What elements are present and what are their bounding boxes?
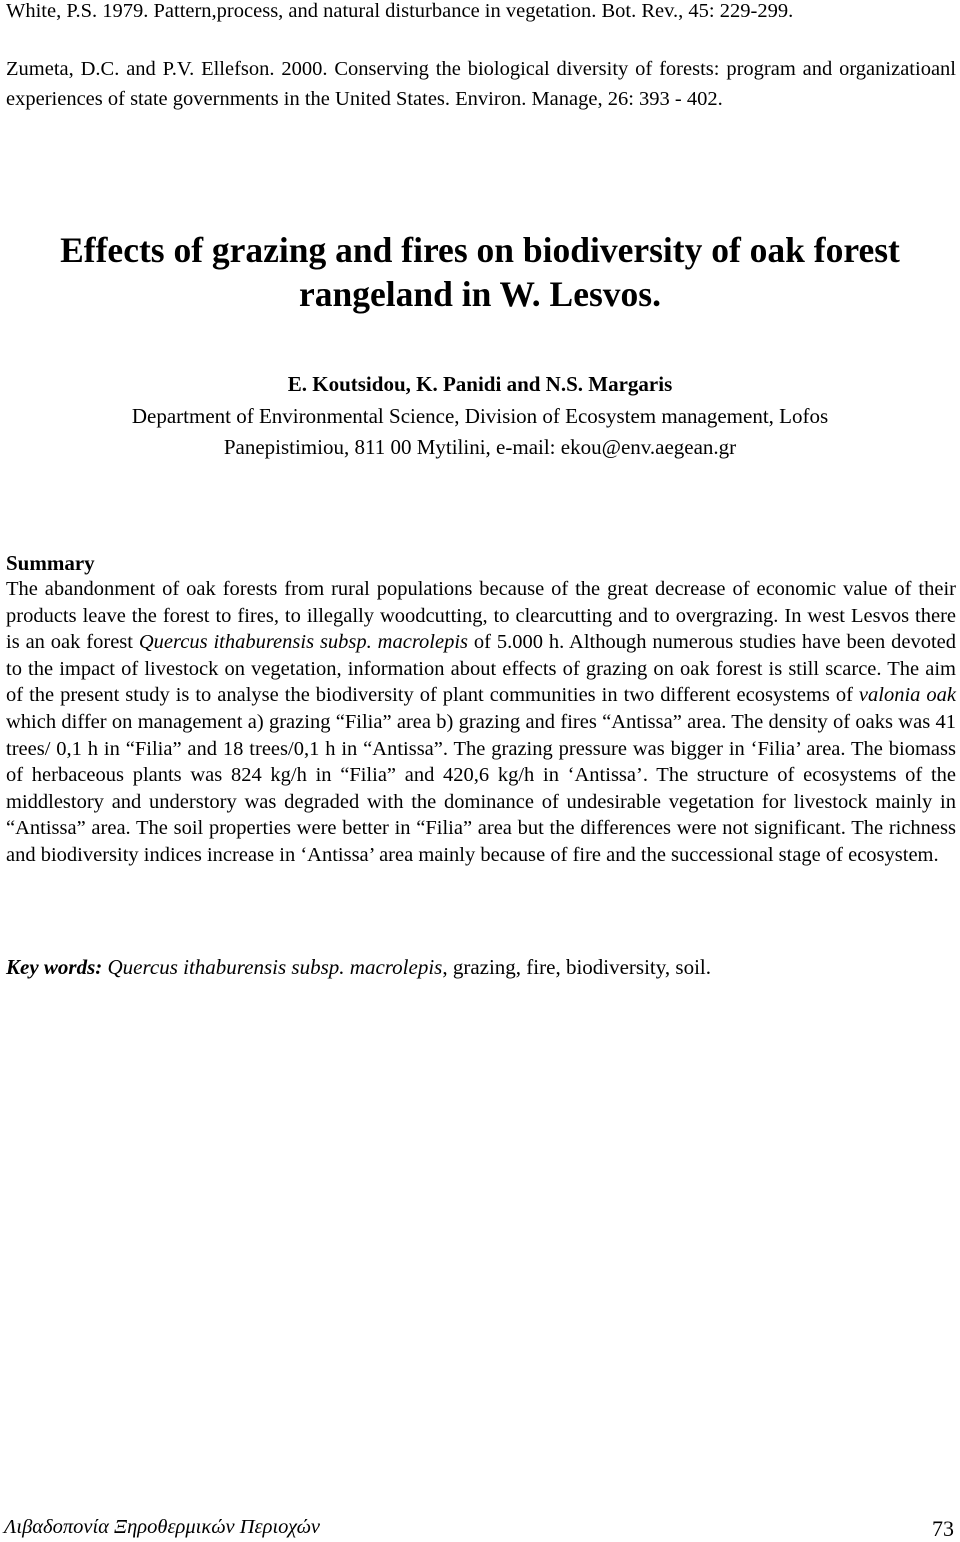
page-number: 73 [932, 1516, 954, 1541]
paper-title-line1: Effects of grazing and fires on biodiversity of oak forest [60, 230, 900, 270]
keywords-species: Quercus ithaburensis subsp. macrolepis [102, 955, 443, 979]
paper-authors: E. Koutsidou, K. Panidi and N.S. Margaris [287, 372, 673, 396]
affiliation-line1: Department of Environmental Science, Division of Ecosystem management, Lofos [131, 404, 829, 428]
summary-text-part2: of 5.000 h. Although numerous studies have been devoted to the impact of livestock on vegetation, information about effects of grazing on oak forest is still scarce. The aim of the present study is to analyse the biodiversity of plant communities in two different ecosystems of [6, 631, 956, 707]
keywords-label: Key words: [6, 955, 103, 979]
species-name-valonia-oak: valonia oak [858, 684, 956, 707]
summary-paragraph [6, 576, 956, 869]
paper-affiliation [0, 401, 960, 463]
species-name-quercus: Quercus ithaburensis subsp. macrolepis [138, 631, 469, 654]
summary-text-part3: which differ on management a) grazing “Filia” area b) grazing and fires “Antissa” area. The density of oaks was 41 trees/ 0,1 h in “Filia” and 18 trees/0,1 h in “Antissa”. The grazing pressure was bigger in ‘Filia’ area. The biomass of herbaceous plants was 824 kg/h in “Filia” and 420,6 kg/h in ‘Antissa’. The structure of ecosystems of the middlestory and understory was degraded with the dominance of undesirable vegetation for livestock mainly in “Antissa” area. The soil properties were better in “Filia” area but the differences were not significant. The richness and biodiversity indices increase in ‘Antissa’ area mainly because of fire and the successional stage of ecosystem. [6, 710, 956, 866]
footer-journal-title: Λιβαδοπονία Ξηροθερμικών Περιοχών [4, 1516, 320, 1538]
reference-zumeta-2000: Zumeta, D.C. and P.V. Ellefson. 2000. Conserving the biological diversity of forests: program and organizatioanl experiences of state governments in the United States. Environ. Manage, 26: 393 - 402. [6, 58, 956, 110]
summary-heading [6, 550, 95, 576]
summary-heading-text: Summary [6, 551, 95, 575]
keywords-line [6, 954, 956, 980]
paper-title [0, 228, 960, 316]
affiliation-line2: Panepistimiou, 811 00 Mytilini, e-mail: [223, 435, 556, 459]
keywords-list: , grazing, fire, biodiversity, soil. [442, 955, 711, 979]
email-link[interactable]: ekou@env.aegean.gr [560, 435, 737, 459]
paper-title-line2: rangeland in W. Lesvos. [298, 274, 661, 314]
summary-text-part1: The abandonment of oak forests from rural populations because of the great decrease of economic value of their products leave the forest to fires, to illegally woodcutting, to clearcutting and to overgrazing. In west Lesvos there is an oak forest [6, 578, 956, 654]
reference-white-1979: White, P.S. 1979. Pattern,process, and natural disturbance in vegetation. Bot. Rev., 45: 229-299. [6, 0, 794, 22]
